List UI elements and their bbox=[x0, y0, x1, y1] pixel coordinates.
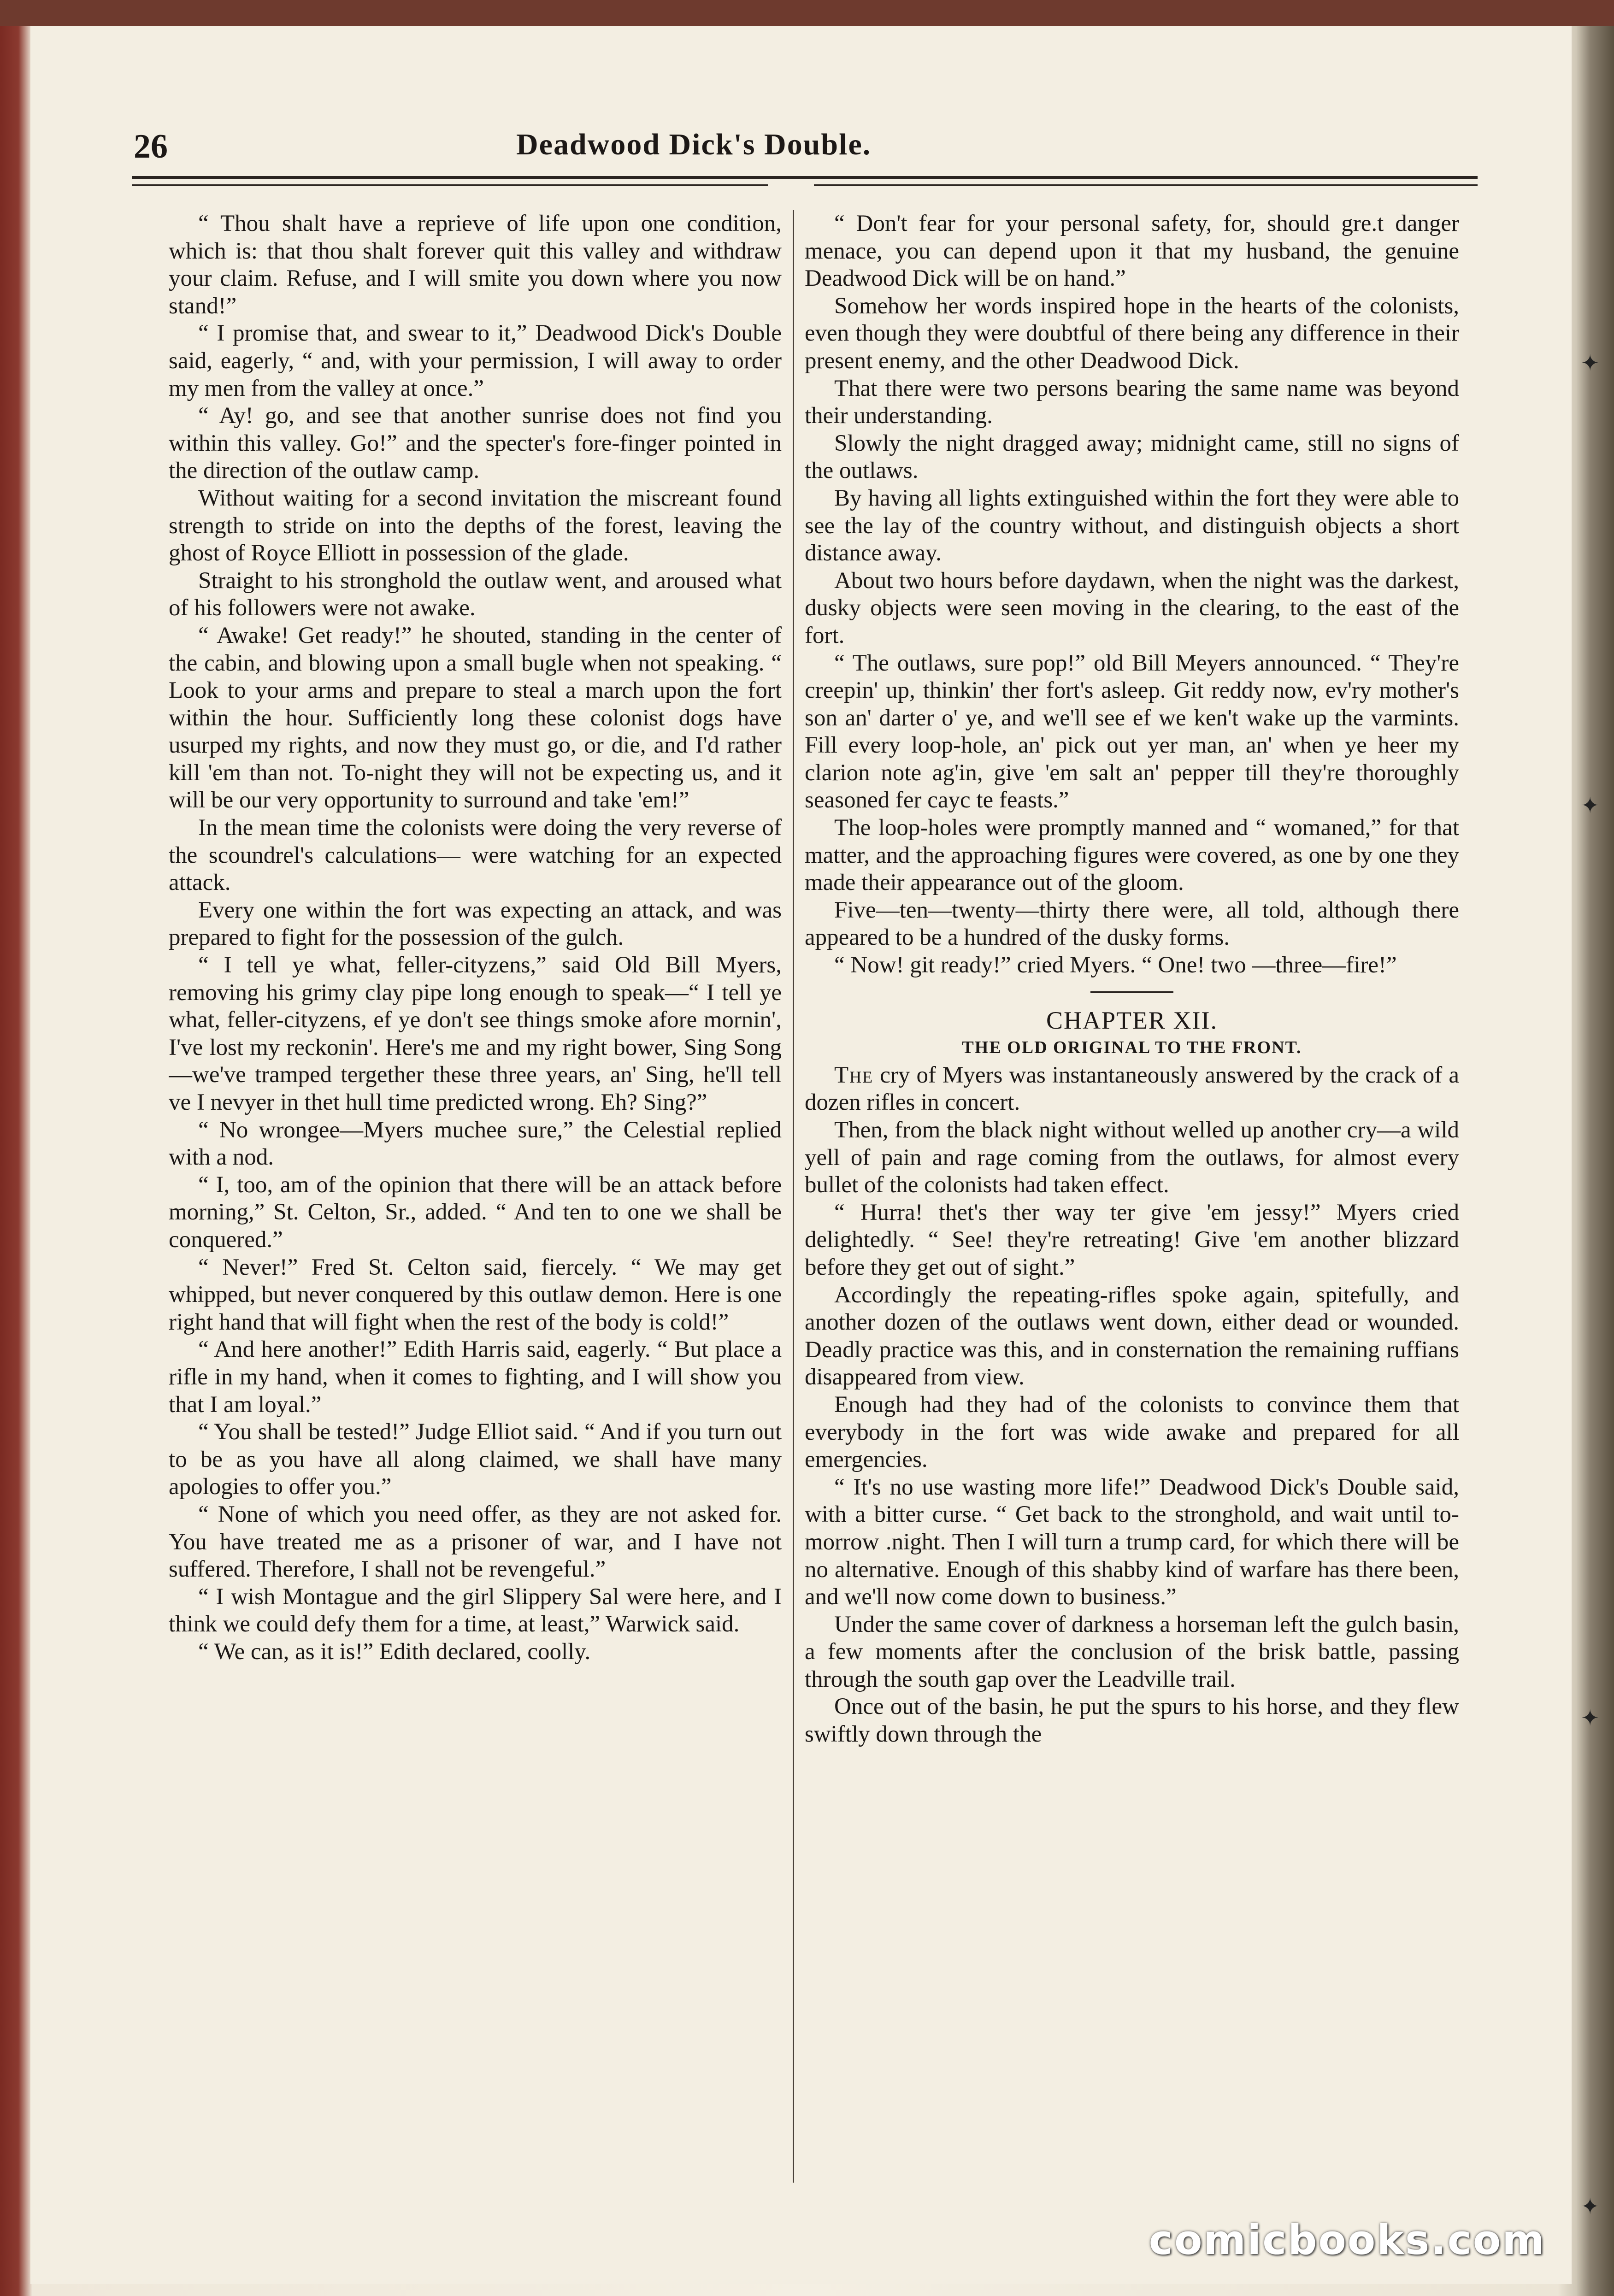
chapter-rule bbox=[1090, 991, 1173, 993]
paragraph: Straight to his stronghold the outlaw went, and aroused what of his followers were not awake. bbox=[169, 567, 782, 621]
paragraph: “ We can, as it is!” Edith declared, coolly. bbox=[198, 1638, 591, 1665]
paragraph: Accordingly the repeating-rifles spoke again, spitefully, and another dozen of the outlaws went down, either dead or wounded. Deadly practice was this, and in consternation the remaining ruffians disappeared from view. bbox=[805, 1282, 1459, 1390]
paragraph: “ Now! git ready!” cried Myers. “ One! two —three—fire!” bbox=[834, 952, 1397, 978]
column-divider bbox=[793, 210, 794, 2183]
paragraph: Then, from the black night without welled up another cry—a wild yell of pain and rage coming from the outlaws, for almost every bullet of the colonists had taken effect. bbox=[805, 1117, 1459, 1198]
watermark: comicbooks.com bbox=[1149, 2216, 1546, 2264]
paragraph: “ Thou shalt have a reprieve of life upon one condition, which is: that thou shalt forever quit this valley and withdraw your claim. Refuse, and I will smite you down where you now stand!” bbox=[169, 211, 782, 319]
paragraph: The loop-holes were promptly manned and “ womaned,” for that matter, and the approaching figures were covered, as one by one they made their appearance out of the gloom. bbox=[805, 815, 1459, 896]
paragraph: “ I, too, am of the opinion that there will be an attack before morning,” St. Celton, Sr., added. “ And ten to one we shall be conquered.” bbox=[169, 1172, 782, 1253]
paragraph: “ None of which you need offer, as they are not asked for. You have treated me as a prisoner of war, and I have not suffered. Therefore, I shall not be revengeful.” bbox=[169, 1501, 782, 1583]
binding-staple: ✦ bbox=[1581, 351, 1600, 376]
running-title: Deadwood Dick's Double. bbox=[516, 128, 872, 161]
header-rule-right bbox=[814, 184, 1478, 186]
header-rule bbox=[132, 176, 1478, 179]
paragraph: Somehow her words inspired hope in the hearts of the colonists, even though they were doubtful of there being any difference in their present enemy, and the other Deadwood Dick. bbox=[805, 293, 1459, 374]
chapter-first-paragraph bbox=[805, 1062, 1459, 1117]
paragraph: Five—ten—twenty—thirty there were, all told, although there appeared to be a hundred of the dusky forms. bbox=[805, 897, 1459, 951]
paragraph: Once out of the basin, he put the spurs to his horse, and they flew swiftly down through the bbox=[805, 1694, 1459, 1748]
paragraph: About two hours before daydawn, when the night was the darkest, dusky objects were seen moving in the clearing, to the east of the fort. bbox=[805, 567, 1459, 648]
paragraph: Without waiting for a second invitation the miscreant found strength to stride on into the depths of the forest, leaving the ghost of Royce Elliott in possession of the glade. bbox=[169, 485, 782, 566]
page bbox=[30, 26, 1572, 2284]
paragraph: Slowly the night dragged away; midnight came, still no signs of the outlaws. bbox=[805, 430, 1459, 484]
paragraph: “ I wish Montague and the girl Slippery Sal were here, and I think we could defy them for a time, at least,” Warwick said. bbox=[169, 1584, 782, 1637]
chapter-first-word: The bbox=[834, 1062, 874, 1088]
paragraph: “ I promise that, and swear to it,” Deadwood Dick's Double said, eagerly, “ and, with your permission, I will away to order my men from the valley at once.” bbox=[169, 320, 782, 401]
paragraph: “ Don't fear for your personal safety, for, should gre.t danger menace, you can depend upon it that my husband, the genuine Deadwood Dick will be on hand.” bbox=[805, 211, 1459, 292]
paragraph: By having all lights extinguished within the fort they were able to see the lay of the country without, and distinguish objects a short distance away. bbox=[805, 485, 1459, 566]
page-top-edge bbox=[0, 0, 1614, 26]
paragraph: “ The outlaws, sure pop!” old Bill Meyers announced. “ They're creepin' up, thinkin' ther fort's asleep. Git reddy now, ev'ry mother's son an' darter o' ye, and we'll see ef we ken't wake up the varmints. Fill every loop-hole, an' pick out yer man, an' when ye heer my clarion note ag'in, give 'em salt an' pepper till they're thoroughly seasoned fer cayc te feasts.” bbox=[805, 650, 1459, 813]
binding-staple: ✦ bbox=[1581, 2195, 1600, 2219]
left-column bbox=[169, 210, 782, 2192]
paragraph: Under the same cover of darkness a horseman left the gulch basin, a few moments after the conclusion of the brisk battle, passing through the south gap over the Leadville trail. bbox=[805, 1611, 1459, 1692]
page-number: 26 bbox=[134, 128, 168, 165]
paragraph: “ I tell ye what, feller-cityzens,” said Old Bill Myers, removing his grimy clay pipe long enough to speak—“ I tell ye what, feller-cityzens, ef ye don't see things smoke afore mornin', I've lost my reckonin'. Here's me and my right bower, Sing Song—we've tramped tergether these three years, an' Sing, he'll tell ve I nevyer in thet hull time predicted wrong. Eh? Sing?” bbox=[169, 952, 782, 1115]
right-column-before-chapter bbox=[805, 210, 1459, 979]
chapter-subtitle: THE OLD ORIGINAL TO THE FRONT. bbox=[962, 1038, 1302, 1058]
paragraph: “ Hurra! thet's ther way ter give 'em jessy!” Myers cried delightedly. “ See! they're retreating! Give 'em another blizzard before they get out of sight.” bbox=[805, 1199, 1459, 1280]
paragraph: In the mean time the colonists were doing the very reverse of the scoundrel's calculations— were watching for an expected attack. bbox=[169, 815, 782, 896]
chapter-title: CHAPTER XII. bbox=[1046, 1006, 1218, 1034]
paragraph: “ And here another!” Edith Harris said, eagerly. “ But place a rifle in my hand, when it comes to fighting, and I will show you that I am loyal.” bbox=[169, 1336, 782, 1418]
binding-staple: ✦ bbox=[1581, 1706, 1600, 1731]
binding-staple: ✦ bbox=[1581, 794, 1600, 818]
right-column bbox=[805, 210, 1459, 2192]
paragraph: That there were two persons bearing the same name was beyond their understanding. bbox=[805, 375, 1459, 429]
paragraph: “ Never!” Fred St. Celton said, fiercely. “ We may get whipped, but never conquered by this outlaw demon. Here is one right hand that will fight when the rest of the body is cold!” bbox=[169, 1254, 782, 1335]
paragraph: “ It's no use wasting more life!” Deadwood Dick's Double said, with a bitter curse. “ Get back to the stronghold, and wait until to-morrow .night. Then I will turn a trump card, for which there will be no alternative. Enough of this shabby kind of warfare has there been, and we'll now come down to business.” bbox=[805, 1474, 1459, 1610]
header-rule-left bbox=[132, 184, 768, 186]
paragraph: Every one within the fort was expecting an attack, and was prepared to fight for the possession of the gulch. bbox=[169, 897, 782, 951]
paragraph: “ Ay! go, and see that another sunrise does not find you within this valley. Go!” and the specter's fore-finger pointed in the direction of the outlaw camp. bbox=[169, 403, 782, 484]
chapter-first-paragraph-text: cry of Myers was instantaneously answered by the crack of a dozen rifles in concert. bbox=[805, 1062, 1459, 1116]
paragraph: “ You shall be tested!” Judge Elliot said. “ And if you turn out to be as you have all along claimed, we shall have many apologies to offer you.” bbox=[169, 1419, 782, 1500]
paragraph: “ No wrongee—Myers muchee sure,” the Celestial replied with a nod. bbox=[169, 1117, 782, 1171]
paragraph: “ Awake! Get ready!” he shouted, standing in the center of the cabin, and blowing upon a small bugle when not speaking. “ Look to your arms and prepare to steal a march upon the fort within the hour. Sufficiently long these colonist dogs have usurped my rights, and now they must go, or die, and I'd rather kill 'em than not. To-night they will not be expecting us, and it will be our very opportunity to surround and take 'em!” bbox=[169, 622, 782, 813]
page-header bbox=[30, 127, 1572, 192]
right-column-after-chapter bbox=[805, 1117, 1459, 1748]
paragraph: Enough had they had of the colonists to convince them that everybody in the fort was wide awake and prepared for all emergencies. bbox=[805, 1391, 1459, 1473]
